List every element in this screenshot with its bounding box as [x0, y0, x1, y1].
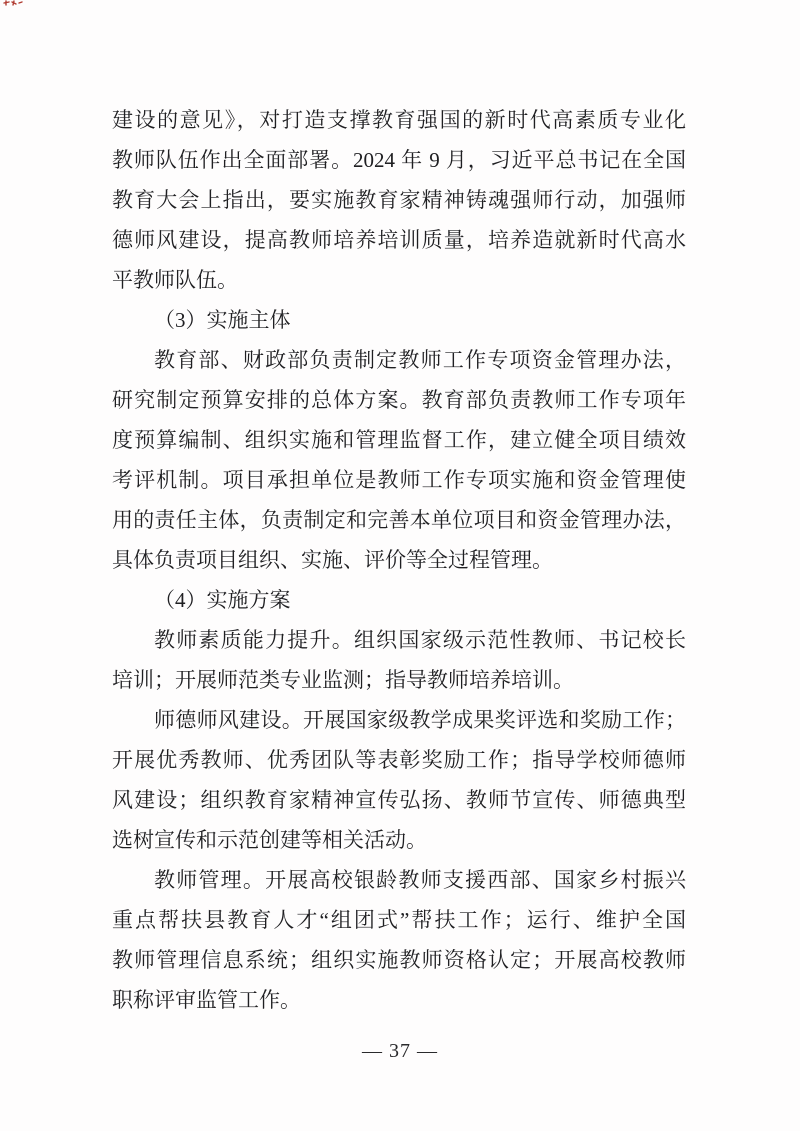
text-line: 职称评审监管工作。 [112, 988, 301, 1012]
text-line: 教育大会上指出，要实施教育家精神铸魂强师行动，加强师 [112, 188, 686, 212]
text-line: 用的责任主体，负责制定和完善本单位项目和资金管理办法， [112, 508, 686, 532]
red-scan-artifact-mark [2, 0, 24, 10]
text-line: 度预算编制、组织实施和管理监督工作，建立健全项目绩效 [112, 428, 686, 452]
text-line: 培训；开展师范类专业监测；指导教师培养培训。 [112, 668, 574, 692]
text-line: 选树宣传和示范创建等相关活动。 [112, 828, 427, 852]
text-line: 教师管理信息系统；组织实施教师资格认定；开展高校教师 [112, 948, 686, 972]
text-line: 重点帮扶县教育人才“组团式”帮扶工作；运行、维护全国 [112, 908, 686, 932]
text-line: 开展优秀教师、优秀团队等表彰奖励工作；指导学校师德师 [112, 748, 686, 772]
text-line: 风建设；组织教育家精神宣传弘扬、教师节宣传、师德典型 [112, 788, 686, 812]
text-line: 德师风建设，提高教师培养培训质量，培养造就新时代高水 [112, 228, 686, 252]
text-line: 教师管理。开展高校银龄教师支援西部、国家乡村振兴 [154, 868, 686, 892]
text-line: 师德师风建设。开展国家级教学成果奖评选和奖励工作； [154, 708, 686, 732]
page-number: — 37 — [362, 1040, 438, 1062]
text-line: 教师素质能力提升。组织国家级示范性教师、书记校长 [154, 628, 686, 652]
text-line: 平教师队伍。 [112, 268, 238, 292]
section-heading: （3）实施主体 [154, 308, 291, 332]
text-line: 考评机制。项目承担单位是教师工作专项实施和资金管理使 [112, 468, 686, 492]
text-line: 教育部、财政部负责制定教师工作专项资金管理办法， [154, 348, 686, 372]
document-body [112, 100, 686, 1020]
text-line: 教师队伍作出全面部署。2024 年 9 月，习近平总书记在全国 [112, 148, 686, 172]
text-line: 具体负责项目组织、实施、评价等全过程管理。 [112, 548, 553, 572]
section-heading: （4）实施方案 [154, 588, 291, 612]
text-line: 研究制定预算安排的总体方案。教育部负责教师工作专项年 [112, 388, 686, 412]
text-line: 建设的意见》，对打造支撑教育强国的新时代高素质专业化 [112, 108, 686, 132]
